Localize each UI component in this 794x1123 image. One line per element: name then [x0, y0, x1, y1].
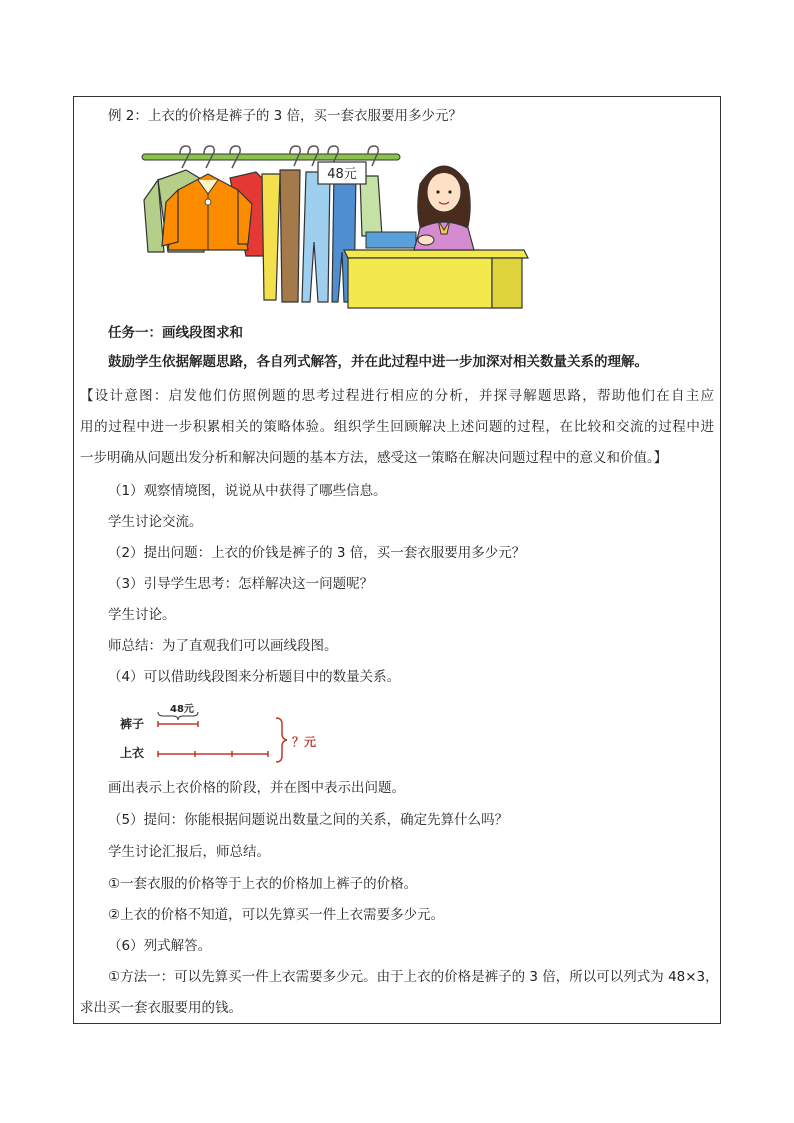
step-4-note: 画出表示上衣价格的阶段，并在图中表示出问题。 — [108, 780, 405, 796]
step-3: （3）引导学生思考：怎样解决这一问题呢？ — [108, 576, 374, 592]
clothing-store-illustration — [138, 140, 530, 312]
design-intent-line-3: 一步明确从问题出发分析和解决问题的基本方法，感受这一策略在解决问题过程中的意义和价值。】 — [80, 450, 668, 466]
design-intent-line-2: 用的过程中进一步积累相关的策略体验。组织学生回顾解决上述问题的过程，在比较和交流的过程中进 — [80, 419, 714, 435]
pants-value-label: 48元 — [170, 704, 194, 715]
design-intent-line-1: 【设计意图：启发他们仿照例题的思考过程进行相应的分析，并探寻解题思路，帮助他们在自主应 — [80, 388, 714, 404]
method-1-line-2: 求出买一套衣服要用的钱。 — [80, 1000, 242, 1016]
step-4: （4）可以借助线段图来分析题目中的数量关系。 — [108, 669, 401, 685]
method-1-line-1: ①方法一：可以先算买一件上衣需要多少元。由于上衣的价格是裤子的 3 倍，所以可以列式为 48×3， — [108, 969, 719, 985]
point-2: ②上衣的价格不知道，可以先算买一件上衣需要多少元。 — [108, 907, 445, 923]
step-6: （6）列式解答。 — [108, 938, 212, 954]
segment-diagram — [118, 700, 338, 764]
pants-top-brace — [158, 712, 198, 720]
pants-label: 裤子 — [120, 717, 145, 731]
question-label: ？元 — [292, 735, 317, 749]
step-5-note: 学生讨论汇报后，师总结。 — [108, 844, 270, 860]
example-title: 例 2：上衣的价格是裤子的 3 倍，买一套衣服要用多少元？ — [108, 108, 463, 124]
step-3-summary: 师总结：为了直观我们可以画线段图。 — [108, 638, 338, 654]
point-1: ①一套衣服的价格等于上衣的价格加上裤子的价格。 — [108, 876, 418, 892]
task-description: 鼓励学生依据解题思路，各自列式解答，并在此过程中进一步加深对相关数量关系的理解。 — [108, 354, 648, 370]
step-2: （2）提出问题：上衣的价钱是裤子的 3 倍，买一套衣服要用多少元？ — [108, 545, 526, 561]
price-tag: 48元 — [327, 167, 357, 182]
segment-lines — [118, 700, 338, 764]
task-title: 任务一：画线段图求和 — [108, 325, 243, 341]
step-1: （1）观察情境图，说说从中获得了哪些信息。 — [108, 483, 387, 499]
step-3-note: 学生讨论。 — [108, 607, 176, 623]
coat-label: 上衣 — [120, 746, 145, 760]
step-5: （5）提问：你能根据问题说出数量之间的关系，确定先算什么吗？ — [108, 812, 509, 828]
total-brace — [276, 718, 287, 762]
step-1-note: 学生讨论交流。 — [108, 514, 203, 530]
